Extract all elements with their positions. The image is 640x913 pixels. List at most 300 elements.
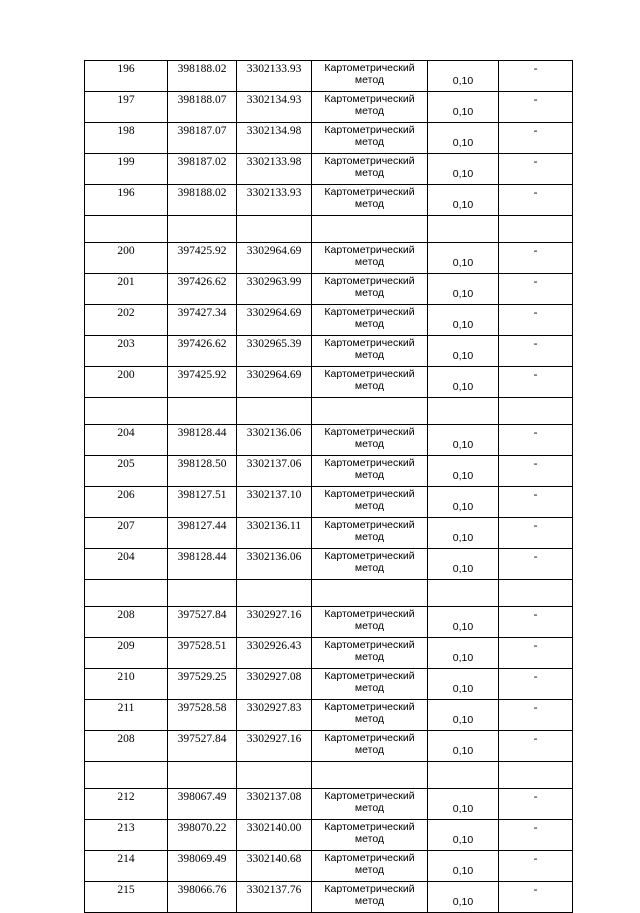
accuracy-text: 0,10 — [452, 288, 474, 300]
empty-cell — [428, 580, 499, 607]
x-coordinate-text: 397427.34 — [177, 307, 227, 319]
point-number-text: 200 — [117, 245, 135, 257]
method-cell — [312, 638, 428, 669]
point-number-cell — [85, 789, 168, 820]
point-number-text: 197 — [117, 94, 135, 106]
point-number-text: 215 — [117, 884, 135, 896]
y-coordinate-cell — [237, 274, 312, 305]
point-number-cell — [85, 607, 168, 638]
empty-cell — [237, 398, 312, 425]
y-coordinate-cell — [237, 669, 312, 700]
method-text: Картометрический метод — [324, 550, 415, 574]
y-coordinate-cell — [237, 61, 312, 92]
note-text: - — [533, 63, 538, 75]
table-row — [85, 185, 573, 216]
empty-cell — [499, 580, 573, 607]
accuracy-cell — [428, 92, 499, 123]
method-cell — [312, 882, 428, 913]
note-cell — [499, 336, 573, 367]
x-coordinate-cell — [168, 336, 237, 367]
note-text: - — [533, 853, 538, 865]
x-coordinate-text: 398128.44 — [177, 551, 227, 563]
y-coordinate-cell — [237, 243, 312, 274]
method-cell — [312, 820, 428, 851]
method-text: Картометрический метод — [324, 639, 415, 663]
y-coordinate-cell — [237, 731, 312, 762]
note-cell — [499, 274, 573, 305]
y-coordinate-cell — [237, 549, 312, 580]
point-number-text: 208 — [117, 609, 135, 621]
accuracy-cell — [428, 336, 499, 367]
x-coordinate-cell — [168, 92, 237, 123]
method-text: Картометрический метод — [324, 155, 415, 179]
table-row — [85, 669, 573, 700]
point-number-text: 211 — [117, 702, 135, 714]
empty-cell — [312, 216, 428, 243]
accuracy-cell — [428, 638, 499, 669]
accuracy-cell — [428, 731, 499, 762]
method-cell — [312, 336, 428, 367]
method-cell — [312, 367, 428, 398]
y-coordinate-text: 3302136.06 — [246, 551, 302, 563]
point-number-cell — [85, 820, 168, 851]
empty-cell — [85, 216, 168, 243]
y-coordinate-cell — [237, 425, 312, 456]
accuracy-cell — [428, 243, 499, 274]
y-coordinate-cell — [237, 185, 312, 216]
point-number-text: 198 — [117, 125, 135, 137]
note-text: - — [533, 520, 538, 532]
y-coordinate-cell — [237, 305, 312, 336]
y-coordinate-cell — [237, 607, 312, 638]
method-text: Картометрический метод — [324, 790, 415, 814]
method-text: Картометрический метод — [324, 457, 415, 481]
accuracy-text: 0,10 — [452, 834, 474, 846]
y-coordinate-text: 3302137.76 — [246, 884, 302, 896]
point-number-cell — [85, 700, 168, 731]
accuracy-cell — [428, 154, 499, 185]
method-cell — [312, 243, 428, 274]
note-cell — [499, 243, 573, 274]
note-text: - — [533, 609, 538, 621]
point-number-cell — [85, 92, 168, 123]
note-text: - — [533, 307, 538, 319]
point-number-text: 207 — [117, 520, 135, 532]
accuracy-cell — [428, 607, 499, 638]
x-coordinate-text: 397527.84 — [177, 609, 227, 621]
table-row — [85, 487, 573, 518]
y-coordinate-text: 3302133.93 — [246, 187, 302, 199]
accuracy-text: 0,10 — [452, 563, 474, 575]
y-coordinate-text: 3302964.69 — [246, 307, 302, 319]
table-row — [85, 367, 573, 398]
point-number-cell — [85, 456, 168, 487]
note-text: - — [533, 489, 538, 501]
y-coordinate-cell — [237, 336, 312, 367]
point-number-text: 203 — [117, 338, 135, 350]
accuracy-text: 0,10 — [452, 803, 474, 815]
table-row — [85, 61, 573, 92]
y-coordinate-text: 3302133.98 — [246, 156, 302, 168]
method-cell — [312, 700, 428, 731]
accuracy-cell — [428, 518, 499, 549]
x-coordinate-cell — [168, 882, 237, 913]
method-text: Картометрический метод — [324, 488, 415, 512]
y-coordinate-text: 3302927.08 — [246, 671, 302, 683]
x-coordinate-cell — [168, 243, 237, 274]
accuracy-text: 0,10 — [452, 532, 474, 544]
table-row — [85, 154, 573, 185]
x-coordinate-cell — [168, 820, 237, 851]
method-cell — [312, 185, 428, 216]
point-number-text: 196 — [117, 63, 135, 75]
table-row — [85, 92, 573, 123]
note-cell — [499, 123, 573, 154]
table-row — [85, 456, 573, 487]
method-cell — [312, 154, 428, 185]
note-cell — [499, 882, 573, 913]
empty-cell — [85, 762, 168, 789]
point-number-text: 206 — [117, 489, 135, 501]
y-coordinate-text: 3302134.98 — [246, 125, 302, 137]
method-cell — [312, 549, 428, 580]
accuracy-text: 0,10 — [452, 381, 474, 393]
accuracy-text: 0,10 — [452, 621, 474, 633]
x-coordinate-cell — [168, 185, 237, 216]
x-coordinate-text: 397529.25 — [177, 671, 227, 683]
point-number-cell — [85, 851, 168, 882]
accuracy-text: 0,10 — [452, 470, 474, 482]
x-coordinate-cell — [168, 518, 237, 549]
note-cell — [499, 607, 573, 638]
point-number-cell — [85, 882, 168, 913]
note-text: - — [533, 125, 538, 137]
table-row — [85, 274, 573, 305]
method-cell — [312, 123, 428, 154]
y-coordinate-text: 3302927.16 — [246, 609, 302, 621]
empty-cell — [168, 216, 237, 243]
note-text: - — [533, 458, 538, 470]
accuracy-cell — [428, 305, 499, 336]
point-number-text: 202 — [117, 307, 135, 319]
note-cell — [499, 367, 573, 398]
table-row — [85, 518, 573, 549]
note-cell — [499, 789, 573, 820]
y-coordinate-text: 3302136.06 — [246, 427, 302, 439]
accuracy-cell — [428, 185, 499, 216]
method-cell — [312, 425, 428, 456]
note-text: - — [533, 338, 538, 350]
empty-cell — [237, 580, 312, 607]
method-cell — [312, 518, 428, 549]
point-number-text: 196 — [117, 187, 135, 199]
accuracy-cell — [428, 61, 499, 92]
x-coordinate-text: 398066.76 — [177, 884, 227, 896]
point-number-cell — [85, 367, 168, 398]
method-text: Картометрический метод — [324, 337, 415, 361]
point-number-cell — [85, 154, 168, 185]
separator-row — [85, 580, 573, 607]
note-text: - — [533, 427, 538, 439]
x-coordinate-text: 398127.44 — [177, 520, 227, 532]
x-coordinate-cell — [168, 123, 237, 154]
y-coordinate-cell — [237, 851, 312, 882]
note-text: - — [533, 822, 538, 834]
note-cell — [499, 669, 573, 700]
y-coordinate-text: 3302137.08 — [246, 791, 302, 803]
y-coordinate-cell — [237, 154, 312, 185]
method-cell — [312, 274, 428, 305]
y-coordinate-text: 3302137.10 — [246, 489, 302, 501]
method-cell — [312, 61, 428, 92]
method-cell — [312, 305, 428, 336]
x-coordinate-text: 398127.51 — [177, 489, 227, 501]
y-coordinate-text: 3302134.93 — [246, 94, 302, 106]
x-coordinate-text: 398188.02 — [177, 187, 227, 199]
x-coordinate-text: 398187.07 — [177, 125, 227, 137]
point-number-text: 201 — [117, 276, 135, 288]
x-coordinate-text: 397425.92 — [177, 245, 227, 257]
x-coordinate-cell — [168, 367, 237, 398]
point-number-cell — [85, 274, 168, 305]
point-number-text: 208 — [117, 733, 135, 745]
method-cell — [312, 487, 428, 518]
point-number-text: 199 — [117, 156, 135, 168]
accuracy-cell — [428, 274, 499, 305]
y-coordinate-cell — [237, 820, 312, 851]
note-text: - — [533, 702, 538, 714]
table-row — [85, 638, 573, 669]
accuracy-cell — [428, 549, 499, 580]
empty-cell — [168, 762, 237, 789]
note-cell — [499, 820, 573, 851]
point-number-cell — [85, 305, 168, 336]
point-number-text: 213 — [117, 822, 135, 834]
note-text: - — [533, 156, 538, 168]
point-number-cell — [85, 549, 168, 580]
y-coordinate-text: 3302927.16 — [246, 733, 302, 745]
note-cell — [499, 61, 573, 92]
method-text: Картометрический метод — [324, 519, 415, 543]
point-number-cell — [85, 336, 168, 367]
accuracy-cell — [428, 367, 499, 398]
y-coordinate-cell — [237, 367, 312, 398]
y-coordinate-cell — [237, 123, 312, 154]
y-coordinate-cell — [237, 789, 312, 820]
note-cell — [499, 487, 573, 518]
empty-cell — [312, 762, 428, 789]
table-row — [85, 305, 573, 336]
table-row — [85, 549, 573, 580]
note-text: - — [533, 94, 538, 106]
point-number-text: 200 — [117, 369, 135, 381]
point-number-cell — [85, 425, 168, 456]
accuracy-text: 0,10 — [452, 75, 474, 87]
method-text: Картометрический метод — [324, 426, 415, 450]
x-coordinate-cell — [168, 154, 237, 185]
note-cell — [499, 154, 573, 185]
accuracy-cell — [428, 820, 499, 851]
x-coordinate-text: 397527.84 — [177, 733, 227, 745]
x-coordinate-cell — [168, 669, 237, 700]
accuracy-text: 0,10 — [452, 501, 474, 513]
accuracy-cell — [428, 487, 499, 518]
accuracy-cell — [428, 456, 499, 487]
table-row — [85, 731, 573, 762]
method-text: Картометрический метод — [324, 670, 415, 694]
y-coordinate-text: 3302140.00 — [246, 822, 302, 834]
y-coordinate-cell — [237, 487, 312, 518]
note-cell — [499, 456, 573, 487]
accuracy-text: 0,10 — [452, 199, 474, 211]
table-row — [85, 789, 573, 820]
note-text: - — [533, 791, 538, 803]
y-coordinate-text: 3302964.69 — [246, 245, 302, 257]
empty-cell — [168, 398, 237, 425]
method-text: Картометрический метод — [324, 93, 415, 117]
empty-cell — [85, 580, 168, 607]
x-coordinate-text: 398069.49 — [177, 853, 227, 865]
x-coordinate-text: 398067.49 — [177, 791, 227, 803]
y-coordinate-cell — [237, 700, 312, 731]
x-coordinate-cell — [168, 487, 237, 518]
accuracy-text: 0,10 — [452, 714, 474, 726]
method-cell — [312, 607, 428, 638]
note-cell — [499, 700, 573, 731]
x-coordinate-text: 397425.92 — [177, 369, 227, 381]
accuracy-cell — [428, 789, 499, 820]
note-cell — [499, 851, 573, 882]
point-number-cell — [85, 669, 168, 700]
note-cell — [499, 638, 573, 669]
point-number-text: 214 — [117, 853, 135, 865]
x-coordinate-cell — [168, 607, 237, 638]
y-coordinate-cell — [237, 456, 312, 487]
x-coordinate-cell — [168, 638, 237, 669]
accuracy-text: 0,10 — [452, 257, 474, 269]
y-coordinate-text: 3302964.69 — [246, 369, 302, 381]
note-text: - — [533, 733, 538, 745]
method-text: Картометрический метод — [324, 62, 415, 86]
method-text: Картометрический метод — [324, 701, 415, 725]
empty-cell — [428, 398, 499, 425]
method-cell — [312, 851, 428, 882]
method-text: Картометрический метод — [324, 608, 415, 632]
note-cell — [499, 549, 573, 580]
table-row — [85, 243, 573, 274]
note-cell — [499, 92, 573, 123]
method-text: Картометрический метод — [324, 883, 415, 907]
note-text: - — [533, 369, 538, 381]
empty-cell — [237, 762, 312, 789]
note-text: - — [533, 551, 538, 563]
point-number-cell — [85, 185, 168, 216]
method-cell — [312, 731, 428, 762]
accuracy-text: 0,10 — [452, 106, 474, 118]
empty-cell — [428, 762, 499, 789]
method-text: Картометрический метод — [324, 124, 415, 148]
point-number-text: 204 — [117, 551, 135, 563]
separator-row — [85, 398, 573, 425]
table-row — [85, 851, 573, 882]
note-text: - — [533, 671, 538, 683]
method-text: Картометрический метод — [324, 186, 415, 210]
method-cell — [312, 669, 428, 700]
accuracy-cell — [428, 700, 499, 731]
x-coordinate-cell — [168, 851, 237, 882]
empty-cell — [312, 398, 428, 425]
empty-cell — [499, 216, 573, 243]
separator-row — [85, 762, 573, 789]
empty-cell — [168, 580, 237, 607]
coordinates-table-body — [85, 61, 573, 913]
accuracy-cell — [428, 123, 499, 154]
method-text: Картометрический метод — [324, 852, 415, 876]
y-coordinate-text: 3302133.93 — [246, 63, 302, 75]
table-row — [85, 425, 573, 456]
accuracy-text: 0,10 — [452, 865, 474, 877]
empty-cell — [85, 398, 168, 425]
accuracy-text: 0,10 — [452, 683, 474, 695]
note-cell — [499, 425, 573, 456]
x-coordinate-text: 398070.22 — [177, 822, 227, 834]
accuracy-cell — [428, 425, 499, 456]
point-number-cell — [85, 487, 168, 518]
method-text: Картометрический метод — [324, 275, 415, 299]
x-coordinate-text: 397426.62 — [177, 338, 227, 350]
point-number-cell — [85, 123, 168, 154]
x-coordinate-cell — [168, 700, 237, 731]
accuracy-text: 0,10 — [452, 652, 474, 664]
note-cell — [499, 518, 573, 549]
note-text: - — [533, 276, 538, 288]
point-number-cell — [85, 638, 168, 669]
method-text: Картометрический метод — [324, 244, 415, 268]
point-number-text: 212 — [117, 791, 135, 803]
x-coordinate-text: 398187.02 — [177, 156, 227, 168]
point-number-cell — [85, 243, 168, 274]
x-coordinate-cell — [168, 549, 237, 580]
x-coordinate-text: 398128.50 — [177, 458, 227, 470]
coordinates-table — [84, 60, 573, 913]
y-coordinate-cell — [237, 518, 312, 549]
x-coordinate-cell — [168, 274, 237, 305]
y-coordinate-text: 3302137.06 — [246, 458, 302, 470]
method-text: Картометрический метод — [324, 306, 415, 330]
point-number-cell — [85, 518, 168, 549]
x-coordinate-cell — [168, 731, 237, 762]
method-cell — [312, 789, 428, 820]
y-coordinate-cell — [237, 882, 312, 913]
y-coordinate-text: 3302140.68 — [246, 853, 302, 865]
accuracy-cell — [428, 669, 499, 700]
separator-row — [85, 216, 573, 243]
empty-cell — [499, 762, 573, 789]
note-text: - — [533, 884, 538, 896]
y-coordinate-text: 3302963.99 — [246, 276, 302, 288]
note-text: - — [533, 640, 538, 652]
accuracy-text: 0,10 — [452, 350, 474, 362]
method-text: Картометрический метод — [324, 732, 415, 756]
empty-cell — [499, 398, 573, 425]
y-coordinate-cell — [237, 92, 312, 123]
point-number-text: 209 — [117, 640, 135, 652]
table-row — [85, 336, 573, 367]
x-coordinate-cell — [168, 61, 237, 92]
x-coordinate-text: 398128.44 — [177, 427, 227, 439]
note-cell — [499, 731, 573, 762]
accuracy-text: 0,10 — [452, 319, 474, 331]
